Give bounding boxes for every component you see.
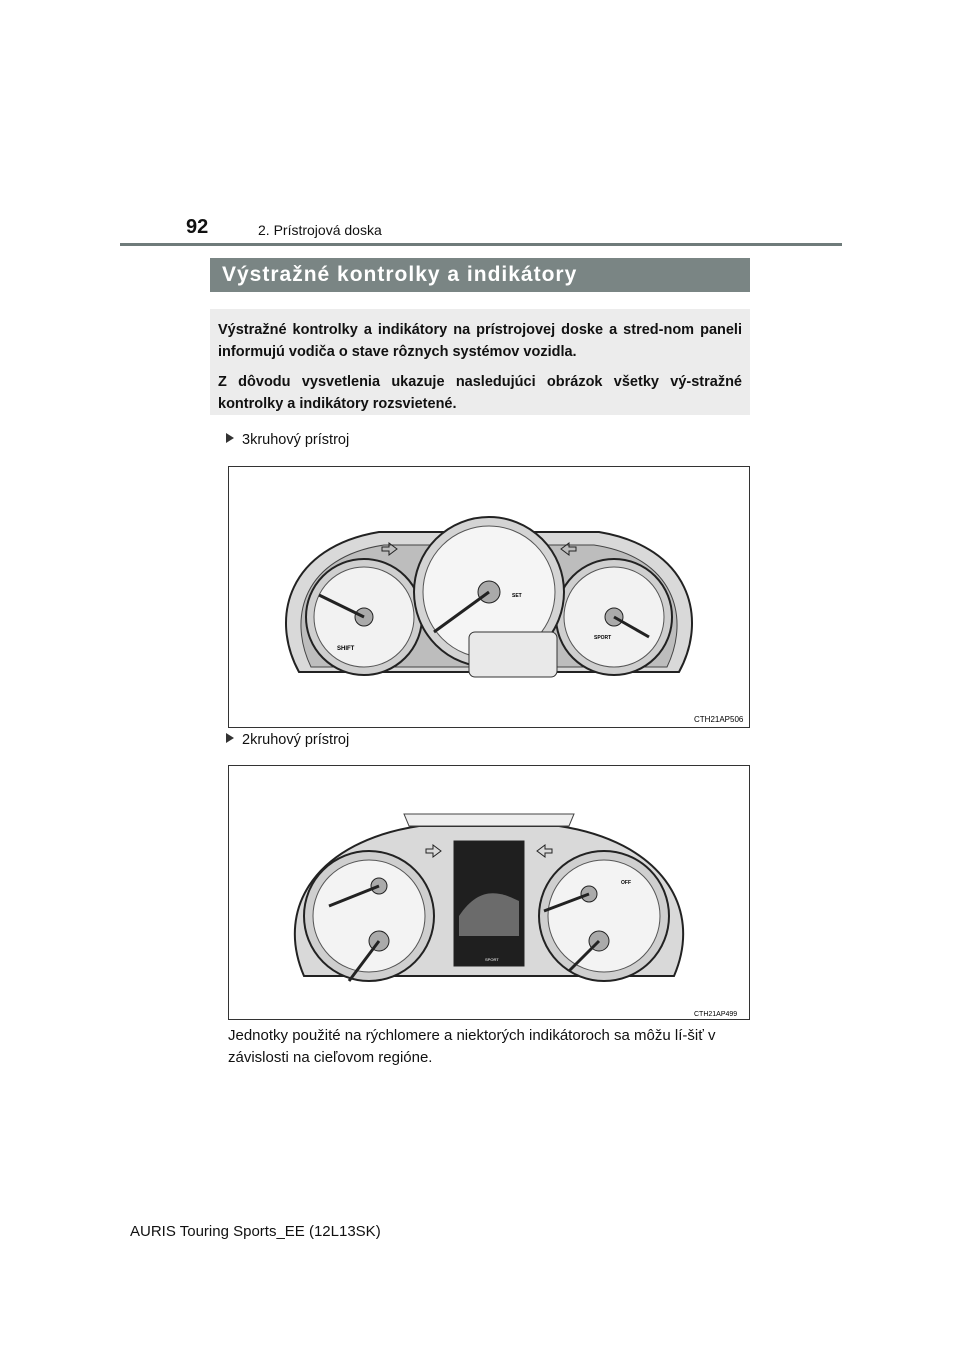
figure-3-dial-cluster (228, 466, 750, 728)
sport-label-2dial: SPORT (485, 957, 499, 962)
note-text: Jednotky použité na rýchlomere a niektorých indikátoroch sa môžu lí-šiť v závislosti na cieľovom regióne. (228, 1027, 716, 1066)
tachometer-dial-2 (304, 851, 434, 981)
chapter-title: 2. Prístrojová doska (258, 222, 382, 238)
sport-label-3dial: SPORT (594, 635, 612, 641)
figure-code-3dial: CTH21AP506 (694, 715, 744, 724)
footer-model: AURIS Touring Sports_EE (12L13SK) (130, 1223, 381, 1240)
section-title: Výstražné kontrolky a indikátory (210, 258, 750, 292)
tachometer-dial (306, 559, 422, 675)
subhead-2-dial (226, 732, 349, 748)
figure-2-dial-cluster (228, 765, 750, 1020)
subhead-2-dial-label: 2kruhový prístroj (242, 732, 350, 748)
fuel-temp-dial (556, 559, 672, 675)
2-dial-cluster-illustration (229, 766, 749, 1019)
header-rule (120, 243, 842, 246)
page-number: 92 (186, 216, 209, 238)
set-label-3dial: SET (512, 593, 522, 599)
subhead-3-dial-label: 3kruhový prístroj (242, 432, 350, 448)
intro-box (210, 309, 750, 415)
shift-label: SHIFT (337, 646, 355, 652)
triangle-bullet-icon (226, 433, 234, 443)
off-label-2dial: OFF (621, 880, 631, 886)
intro-paragraph-1: Výstražné kontrolky a indikátory na prístrojovej doske a stred-nom paneli informujú vodiča o stave rôznych systémov vozidla. (218, 322, 742, 360)
figure-code-2dial: CTH21AP499 (694, 1011, 738, 1018)
intro-paragraph-2: Z dôvodu vysvetlenia ukazuje nasledujúci obrázok všetky vý-stražné kontrolky a indikátory rozsvietené. (218, 374, 742, 412)
3-dial-cluster-illustration (229, 467, 749, 727)
speedometer-dial-2 (539, 851, 669, 981)
subhead-3-dial (226, 432, 349, 448)
triangle-bullet-icon (226, 733, 234, 743)
